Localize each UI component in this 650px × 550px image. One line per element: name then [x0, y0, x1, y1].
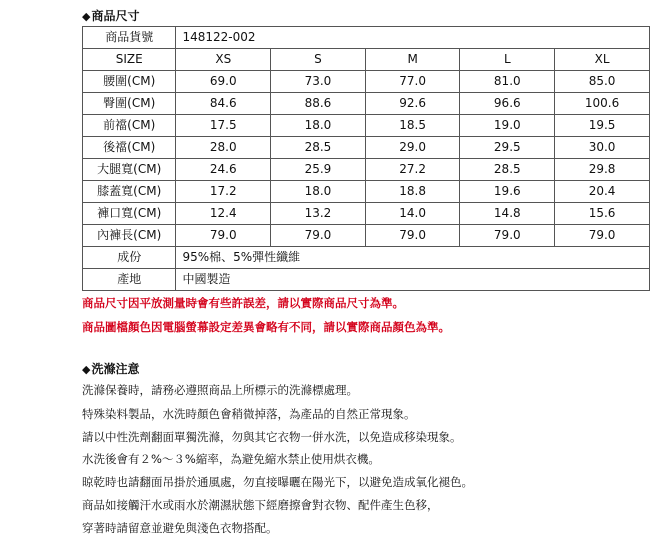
- measurement-value: 18.8: [365, 181, 460, 203]
- measurement-label: 後襠(CM): [83, 137, 176, 159]
- measurement-value: 28.5: [460, 159, 555, 181]
- size-header-xs: XS: [176, 49, 271, 71]
- measurement-value: 13.2: [271, 203, 366, 225]
- care-instruction-line: 水洗後會有２%～３%縮率，為避免縮水禁止使用烘衣機。: [82, 452, 380, 466]
- size-header-m: M: [365, 49, 460, 71]
- measurement-value: 17.2: [176, 181, 271, 203]
- measurement-value: 79.0: [176, 225, 271, 247]
- measurement-label: 腰圍(CM): [83, 71, 176, 93]
- diamond-bullet-icon: ◆: [82, 363, 91, 376]
- measurement-value: 69.0: [176, 71, 271, 93]
- product-no-label: 商品貨號: [83, 27, 176, 49]
- measurement-value: 19.0: [460, 115, 555, 137]
- care-instruction-line: 穿著時請留意並避免與淺色衣物搭配。: [82, 521, 278, 535]
- size-notice: 商品圖檔顏色因電腦螢幕設定差異會略有不同，請以實際商品顏色為準。: [82, 320, 450, 334]
- measurement-row: [83, 203, 650, 225]
- size-header-l: L: [460, 49, 555, 71]
- measurement-value: 81.0: [460, 71, 555, 93]
- measurement-value: 28.5: [271, 137, 366, 159]
- measurement-row: [83, 225, 650, 247]
- measurement-value: 92.6: [365, 93, 460, 115]
- measurement-value: 30.0: [555, 137, 650, 159]
- care-instruction-line: 晾乾時也請翻面吊掛於通風處，勿直接曝曬在陽光下，以避免造成氧化褪色。: [82, 475, 473, 489]
- care-instruction-line: 商品如接觸汗水或雨水於潮濕狀態下經磨擦會對衣物、配件產生色移，: [82, 498, 439, 512]
- measurement-value: 96.6: [460, 93, 555, 115]
- care-instruction-line: 特殊染料製品，水洗時顏色會稍微掉落，為產品的自然正常現象。: [82, 407, 416, 421]
- size-header-label: SIZE: [83, 49, 176, 71]
- measurement-row: [83, 115, 650, 137]
- measurement-value: 27.2: [365, 159, 460, 181]
- measurement-row: [83, 137, 650, 159]
- measurement-label: 前襠(CM): [83, 115, 176, 137]
- care-instruction-line: 請以中性洗劑翻面單獨洗滌，勿與其它衣物一併水洗，以免造成移染現象。: [82, 430, 462, 444]
- care-section-title-text: 洗滌注意: [91, 362, 140, 376]
- measurement-value: 18.0: [271, 181, 366, 203]
- size-header-row: [83, 49, 650, 71]
- measurement-value: 88.6: [271, 93, 366, 115]
- measurement-value: 19.5: [555, 115, 650, 137]
- product-no-row: [83, 27, 650, 49]
- measurement-row: [83, 159, 650, 181]
- diamond-bullet-icon: ◆: [82, 10, 91, 23]
- measurement-row: [83, 71, 650, 93]
- measurement-value: 79.0: [271, 225, 366, 247]
- origin-value: 中國製造: [176, 269, 650, 291]
- size-table: [82, 26, 650, 291]
- measurement-value: 77.0: [365, 71, 460, 93]
- measurement-value: 85.0: [555, 71, 650, 93]
- measurement-value: 14.0: [365, 203, 460, 225]
- measurement-value: 100.6: [555, 93, 650, 115]
- measurement-row: [83, 181, 650, 203]
- measurement-value: 25.9: [271, 159, 366, 181]
- care-instruction-line: 洗滌保養時，請務必遵照商品上所標示的洗滌標處理。: [82, 383, 358, 397]
- measurement-value: 79.0: [460, 225, 555, 247]
- measurement-value: 15.6: [555, 203, 650, 225]
- measurement-label: 大腿寬(CM): [83, 159, 176, 181]
- measurement-value: 79.0: [365, 225, 460, 247]
- measurement-label: 褲口寬(CM): [83, 203, 176, 225]
- size-section-title: [82, 8, 139, 25]
- product-no-value: 148122-002: [176, 27, 650, 49]
- measurement-value: 20.4: [555, 181, 650, 203]
- measurement-value: 29.5: [460, 137, 555, 159]
- size-notice: 商品尺寸因平放測量時會有些許誤差，請以實際商品尺寸為準。: [82, 296, 404, 310]
- measurement-value: 18.5: [365, 115, 460, 137]
- material-row: [83, 247, 650, 269]
- care-section-title: [82, 361, 139, 378]
- measurement-value: 28.0: [176, 137, 271, 159]
- measurement-value: 12.4: [176, 203, 271, 225]
- measurement-value: 17.5: [176, 115, 271, 137]
- size-section-title-text: 商品尺寸: [91, 9, 140, 23]
- measurement-value: 79.0: [555, 225, 650, 247]
- material-value: 95%棉、5%彈性纖維: [176, 247, 650, 269]
- measurement-row: [83, 93, 650, 115]
- measurement-value: 29.8: [555, 159, 650, 181]
- measurement-value: 73.0: [271, 71, 366, 93]
- size-header-s: S: [271, 49, 366, 71]
- measurement-value: 19.6: [460, 181, 555, 203]
- size-header-xl: XL: [555, 49, 650, 71]
- measurement-value: 24.6: [176, 159, 271, 181]
- measurement-label: 內褲長(CM): [83, 225, 176, 247]
- measurement-label: 臀圍(CM): [83, 93, 176, 115]
- material-label: 成份: [83, 247, 176, 269]
- measurement-value: 18.0: [271, 115, 366, 137]
- measurement-value: 14.8: [460, 203, 555, 225]
- measurement-value: 84.6: [176, 93, 271, 115]
- origin-row: [83, 269, 650, 291]
- measurement-value: 29.0: [365, 137, 460, 159]
- measurement-label: 膝蓋寬(CM): [83, 181, 176, 203]
- origin-label: 產地: [83, 269, 176, 291]
